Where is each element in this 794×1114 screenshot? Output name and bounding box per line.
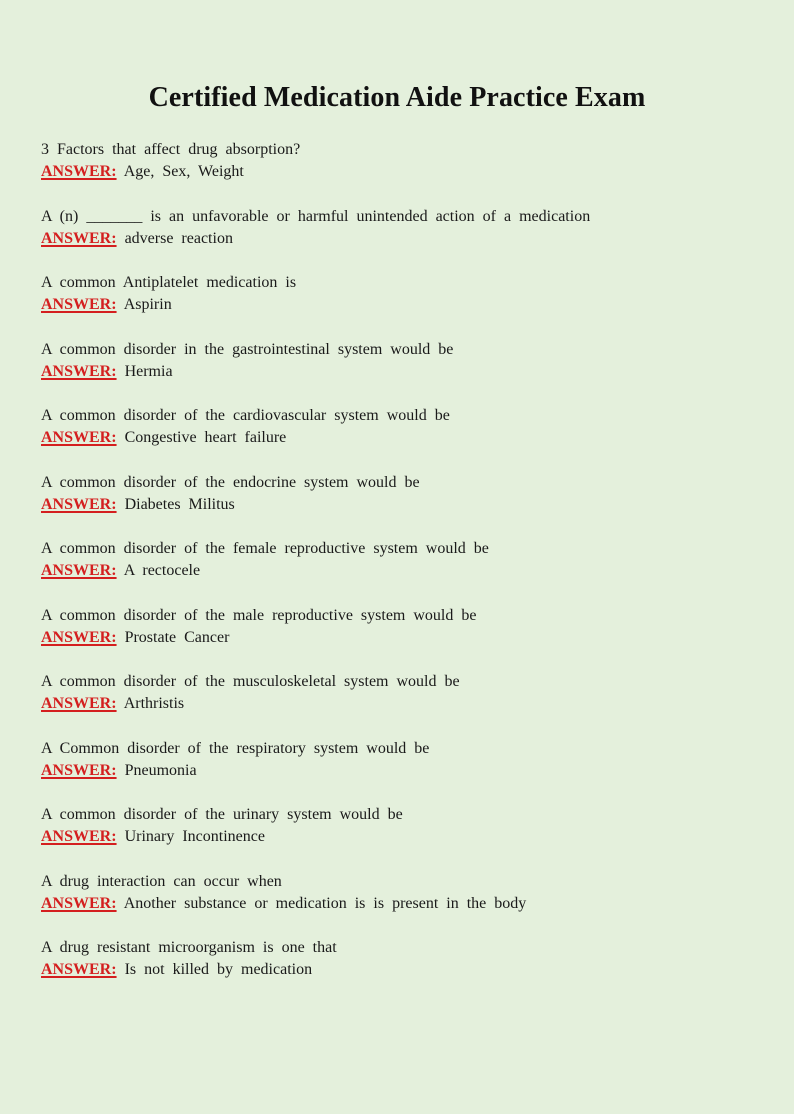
qa-item (41, 206, 761, 273)
answer-line (41, 959, 761, 981)
qa-item (41, 472, 761, 539)
question-text: A drug resistant microorganism is one that (41, 939, 337, 956)
answer-label: ANSWER: (41, 296, 117, 313)
qa-item (41, 405, 761, 472)
answer-label: ANSWER: (41, 495, 117, 513)
answer-label: ANSWER: (41, 562, 117, 579)
question-text: A common disorder of the urinary system would be (41, 806, 403, 823)
question-text: A common disorder of the endocrine system would be (41, 473, 420, 491)
answer-line (41, 760, 761, 782)
question-text: A common disorder of the female reproductive system would be (41, 540, 489, 557)
answer-line (41, 228, 761, 250)
answer-text: Arthristis (123, 695, 185, 712)
qa-item (41, 605, 761, 672)
answer-text: Aspirin (123, 296, 172, 313)
answer-line (41, 427, 761, 449)
page-title: Certified Medication Aide Practice Exam (148, 82, 646, 113)
answer-line (41, 826, 761, 848)
qa-item (41, 937, 761, 1004)
answer-text: Pneumonia (124, 761, 197, 779)
answer-label: ANSWER: (41, 894, 117, 912)
question-text: 3 Factors that affect drug absorption? (41, 141, 301, 158)
answer-text: Hermia (124, 362, 173, 380)
qa-item (41, 804, 761, 871)
question-text: A common disorder of the cardiovascular system would be (41, 407, 450, 424)
question-text: A common disorder in the gastrointestinal system would be (41, 340, 454, 358)
question-text: A (n) _______ is an unfavorable or harmful unintended action of a medication (41, 207, 591, 225)
answer-label: ANSWER: (41, 761, 117, 779)
question-text: A common Antiplatelet medication is (41, 274, 297, 291)
answer-text: adverse reaction (124, 229, 233, 247)
answer-line (41, 294, 761, 316)
answer-text: Age, Sex, Weight (123, 163, 244, 180)
answer-label: ANSWER: (41, 828, 117, 845)
answer-label: ANSWER: (41, 961, 117, 978)
qa-item (41, 339, 761, 406)
qa-item (41, 139, 761, 206)
question-text: A common disorder of the musculoskeletal system would be (41, 673, 460, 690)
answer-line (41, 627, 761, 649)
question-text: A common disorder of the male reproductive system would be (41, 606, 477, 624)
answer-label: ANSWER: (41, 362, 117, 380)
answer-label: ANSWER: (41, 229, 117, 247)
answer-label: ANSWER: (41, 429, 117, 446)
qa-item (41, 671, 761, 738)
qa-item (41, 272, 761, 339)
qa-item (41, 538, 761, 605)
answer-label: ANSWER: (41, 695, 117, 712)
qa-item (41, 738, 761, 805)
qa-item (41, 871, 761, 938)
answer-label: ANSWER: (41, 628, 117, 646)
question-list (41, 139, 761, 1004)
answer-line (41, 161, 761, 183)
answer-text: Another substance or medication is is present in the body (123, 894, 527, 912)
question-text: A drug interaction can occur when (41, 872, 282, 890)
answer-line (41, 560, 761, 582)
answer-label: ANSWER: (41, 163, 117, 180)
answer-line (41, 494, 761, 516)
answer-text: Diabetes Militus (124, 495, 235, 513)
answer-text: Prostate Cancer (124, 628, 230, 646)
answer-line (41, 361, 761, 383)
answer-text: Congestive heart failure (124, 429, 287, 446)
question-text: A Common disorder of the respiratory system would be (41, 739, 430, 757)
answer-text: A rectocele (123, 562, 201, 579)
answer-text: Urinary Incontinence (124, 828, 265, 845)
answer-line (41, 693, 761, 715)
answer-text: Is not killed by medication (124, 961, 313, 978)
answer-line (41, 893, 761, 915)
